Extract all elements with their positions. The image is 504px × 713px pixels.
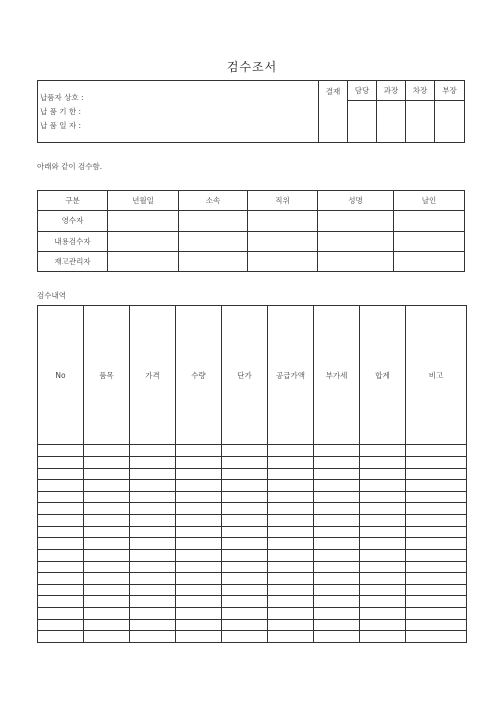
table-cell[interactable] [360, 584, 406, 596]
table-row [38, 607, 467, 619]
table-cell[interactable] [222, 503, 268, 515]
column-header: 성명 [318, 191, 394, 211]
table-cell[interactable] [84, 457, 130, 469]
table-cell[interactable] [130, 480, 176, 492]
approval-sign-box[interactable] [406, 101, 435, 143]
table-cell[interactable] [406, 491, 467, 503]
column-header: 수량 [176, 306, 222, 445]
table-cell[interactable] [406, 503, 467, 515]
table-cell[interactable] [318, 211, 394, 231]
table-row [38, 631, 467, 643]
table-cell[interactable] [394, 211, 465, 231]
column-header: No [38, 306, 84, 445]
table-cell[interactable] [268, 468, 314, 480]
table-cell[interactable] [248, 211, 318, 231]
approval-role-staff: 담당 [348, 81, 377, 101]
table-cell[interactable] [394, 231, 465, 251]
table-cell[interactable] [38, 491, 84, 503]
approval-role-manager: 과장 [377, 81, 406, 101]
table-cell[interactable] [38, 573, 84, 585]
table-cell[interactable] [406, 573, 467, 585]
approval-role-director: 부장 [435, 81, 465, 101]
table-cell[interactable] [84, 480, 130, 492]
detail-section-label: 검수내역 [37, 291, 66, 300]
column-header: 날인 [394, 191, 465, 211]
table-row [38, 526, 467, 538]
table-cell[interactable] [108, 231, 179, 251]
approval-role-deputy-director: 차장 [406, 81, 435, 101]
column-header: 합계 [360, 306, 406, 445]
approval-sign-box[interactable] [377, 101, 406, 143]
table-cell[interactable] [406, 561, 467, 573]
table-cell[interactable] [176, 468, 222, 480]
table-cell[interactable] [130, 619, 176, 631]
table-cell[interactable] [176, 596, 222, 608]
table-cell[interactable] [406, 549, 467, 561]
table-cell[interactable] [84, 549, 130, 561]
table-row [38, 491, 467, 503]
table-cell[interactable] [406, 538, 467, 550]
table-row [38, 573, 467, 585]
column-header: 부가세 [314, 306, 360, 445]
table-cell[interactable] [38, 457, 84, 469]
detail-header-row [38, 306, 467, 445]
table-cell[interactable] [222, 619, 268, 631]
table-cell[interactable] [360, 491, 406, 503]
table-cell[interactable] [268, 457, 314, 469]
table-cell[interactable] [268, 561, 314, 573]
table-cell[interactable] [84, 515, 130, 527]
table-cell[interactable] [360, 631, 406, 643]
column-header: 품목 [84, 306, 130, 445]
table-cell[interactable] [360, 538, 406, 550]
inspector-role-label: 영수자 [38, 211, 108, 231]
table-cell[interactable] [130, 491, 176, 503]
column-header: 직위 [248, 191, 318, 211]
inspector-role-label: 내용검수자 [38, 231, 108, 251]
table-row [38, 538, 467, 550]
table-cell[interactable] [38, 503, 84, 515]
table-row [38, 515, 467, 527]
table-row [38, 457, 467, 469]
table-cell[interactable] [406, 631, 467, 643]
table-cell[interactable] [38, 584, 84, 596]
table-cell[interactable] [268, 607, 314, 619]
table-cell[interactable] [38, 526, 84, 538]
table-cell[interactable] [406, 526, 467, 538]
table-cell[interactable] [268, 526, 314, 538]
table-cell[interactable] [176, 491, 222, 503]
table-cell[interactable] [406, 445, 467, 457]
table-cell[interactable] [314, 515, 360, 527]
table-cell[interactable] [176, 619, 222, 631]
table-cell[interactable] [360, 457, 406, 469]
table-cell[interactable] [360, 607, 406, 619]
table-cell[interactable] [268, 538, 314, 550]
column-header: 소속 [179, 191, 248, 211]
table-cell[interactable] [84, 538, 130, 550]
table-cell[interactable] [176, 457, 222, 469]
table-cell[interactable] [130, 526, 176, 538]
table-cell[interactable] [38, 631, 84, 643]
table-cell[interactable] [268, 445, 314, 457]
table-cell[interactable] [406, 457, 467, 469]
inspector-role-label: 재고관리자 [38, 251, 108, 271]
table-cell[interactable] [176, 480, 222, 492]
table-cell[interactable] [406, 607, 467, 619]
approval-sign-box[interactable] [435, 101, 465, 143]
table-cell[interactable] [179, 251, 248, 271]
table-cell[interactable] [314, 549, 360, 561]
table-cell[interactable] [130, 573, 176, 585]
inspector-header-row [38, 191, 465, 211]
table-cell[interactable] [130, 549, 176, 561]
table-cell[interactable] [406, 468, 467, 480]
table-cell[interactable] [314, 631, 360, 643]
table-cell[interactable] [248, 251, 318, 271]
table-cell[interactable] [360, 445, 406, 457]
table-cell[interactable] [314, 491, 360, 503]
table-cell[interactable] [84, 526, 130, 538]
table-cell[interactable] [360, 573, 406, 585]
header-table [37, 80, 465, 143]
table-cell[interactable] [84, 596, 130, 608]
approval-sign-box[interactable] [348, 101, 377, 143]
table-cell[interactable] [38, 596, 84, 608]
table-row [38, 619, 467, 631]
table-cell[interactable] [222, 491, 268, 503]
table-cell[interactable] [360, 480, 406, 492]
table-cell[interactable] [38, 515, 84, 527]
delivery-deadline-label: 납 품 기 한 : [40, 106, 82, 116]
table-cell[interactable] [314, 561, 360, 573]
table-cell[interactable] [268, 596, 314, 608]
table-cell[interactable] [222, 468, 268, 480]
table-cell[interactable] [222, 515, 268, 527]
table-cell[interactable] [84, 573, 130, 585]
table-cell[interactable] [314, 619, 360, 631]
table-cell[interactable] [38, 561, 84, 573]
inspector-row [38, 211, 465, 231]
table-cell[interactable] [130, 631, 176, 643]
table-cell[interactable] [360, 549, 406, 561]
table-cell[interactable] [268, 584, 314, 596]
table-cell[interactable] [222, 596, 268, 608]
table-cell[interactable] [318, 231, 394, 251]
table-cell[interactable] [268, 573, 314, 585]
table-cell[interactable] [222, 549, 268, 561]
column-header: 구분 [38, 191, 108, 211]
table-cell[interactable] [38, 480, 84, 492]
table-cell[interactable] [360, 596, 406, 608]
table-cell[interactable] [130, 457, 176, 469]
table-cell[interactable] [176, 584, 222, 596]
table-cell[interactable] [176, 549, 222, 561]
table-cell[interactable] [406, 480, 467, 492]
table-cell[interactable] [38, 468, 84, 480]
table-cell[interactable] [222, 631, 268, 643]
table-row [38, 445, 467, 457]
delivery-date-label: 납 품 일 자 : [40, 120, 82, 130]
table-cell[interactable] [268, 480, 314, 492]
table-cell[interactable] [360, 526, 406, 538]
table-cell[interactable] [38, 549, 84, 561]
table-cell[interactable] [314, 584, 360, 596]
table-cell[interactable] [84, 445, 130, 457]
table-cell[interactable] [38, 607, 84, 619]
table-cell[interactable] [314, 607, 360, 619]
column-header: 단가 [222, 306, 268, 445]
table-cell[interactable] [406, 515, 467, 527]
table-cell[interactable] [84, 503, 130, 515]
table-cell[interactable] [84, 584, 130, 596]
table-cell[interactable] [360, 619, 406, 631]
table-cell[interactable] [222, 480, 268, 492]
table-cell[interactable] [406, 619, 467, 631]
table-cell[interactable] [130, 445, 176, 457]
table-cell[interactable] [108, 211, 179, 231]
table-cell[interactable] [222, 573, 268, 585]
table-cell[interactable] [314, 596, 360, 608]
table-cell[interactable] [38, 538, 84, 550]
table-cell[interactable] [222, 561, 268, 573]
table-cell[interactable] [176, 631, 222, 643]
table-cell[interactable] [268, 503, 314, 515]
supplier-info-cell [38, 81, 319, 143]
table-cell[interactable] [268, 515, 314, 527]
table-cell[interactable] [314, 480, 360, 492]
table-cell[interactable] [176, 607, 222, 619]
table-cell[interactable] [360, 561, 406, 573]
column-header: 공급가액 [268, 306, 314, 445]
table-cell[interactable] [268, 549, 314, 561]
table-cell[interactable] [318, 251, 394, 271]
table-cell[interactable] [314, 457, 360, 469]
column-header: 년월일 [108, 191, 179, 211]
table-cell[interactable] [268, 631, 314, 643]
table-cell[interactable] [176, 515, 222, 527]
table-cell[interactable] [222, 538, 268, 550]
table-cell[interactable] [38, 445, 84, 457]
table-cell[interactable] [130, 584, 176, 596]
table-cell[interactable] [84, 561, 130, 573]
inspector-table [37, 190, 465, 272]
table-cell[interactable] [222, 445, 268, 457]
table-cell[interactable] [314, 573, 360, 585]
table-cell[interactable] [130, 468, 176, 480]
table-row [38, 549, 467, 561]
table-cell[interactable] [360, 503, 406, 515]
statement-text: 아래와 같이 검수함. [37, 162, 103, 171]
table-cell[interactable] [84, 491, 130, 503]
table-cell[interactable] [84, 619, 130, 631]
table-row [38, 503, 467, 515]
table-cell[interactable] [84, 607, 130, 619]
document-title: 검수조서 [226, 60, 278, 74]
table-cell[interactable] [248, 231, 318, 251]
inspector-row [38, 251, 465, 271]
table-row [38, 596, 467, 608]
table-cell[interactable] [176, 503, 222, 515]
table-cell[interactable] [130, 607, 176, 619]
table-cell[interactable] [314, 526, 360, 538]
column-header: 비고 [406, 306, 467, 445]
table-cell[interactable] [84, 631, 130, 643]
table-cell[interactable] [406, 596, 467, 608]
table-cell[interactable] [314, 503, 360, 515]
table-row [38, 480, 467, 492]
table-cell[interactable] [406, 584, 467, 596]
approval-header: 결재 [319, 81, 348, 143]
table-cell[interactable] [130, 515, 176, 527]
table-cell[interactable] [268, 491, 314, 503]
table-cell[interactable] [176, 561, 222, 573]
table-cell[interactable] [130, 538, 176, 550]
table-cell[interactable] [176, 526, 222, 538]
table-cell[interactable] [176, 445, 222, 457]
table-cell[interactable] [360, 515, 406, 527]
table-cell[interactable] [360, 468, 406, 480]
table-cell[interactable] [130, 503, 176, 515]
table-row [38, 468, 467, 480]
table-cell[interactable] [222, 607, 268, 619]
table-cell[interactable] [222, 526, 268, 538]
table-cell[interactable] [314, 468, 360, 480]
supplier-name-label: 납품자 상호 : [40, 92, 84, 102]
table-cell[interactable] [222, 457, 268, 469]
column-header: 가격 [130, 306, 176, 445]
table-row [38, 561, 467, 573]
table-cell[interactable] [179, 231, 248, 251]
table-cell[interactable] [394, 251, 465, 271]
inspection-detail-table [37, 305, 467, 643]
table-cell[interactable] [176, 573, 222, 585]
table-cell[interactable] [130, 561, 176, 573]
table-cell[interactable] [268, 619, 314, 631]
inspector-row [38, 231, 465, 251]
table-cell[interactable] [222, 584, 268, 596]
table-cell[interactable] [179, 211, 248, 231]
table-cell[interactable] [84, 468, 130, 480]
table-cell[interactable] [130, 596, 176, 608]
table-cell[interactable] [314, 445, 360, 457]
table-cell[interactable] [314, 538, 360, 550]
table-cell[interactable] [108, 251, 179, 271]
table-row [38, 584, 467, 596]
table-cell[interactable] [176, 538, 222, 550]
table-cell[interactable] [38, 619, 84, 631]
